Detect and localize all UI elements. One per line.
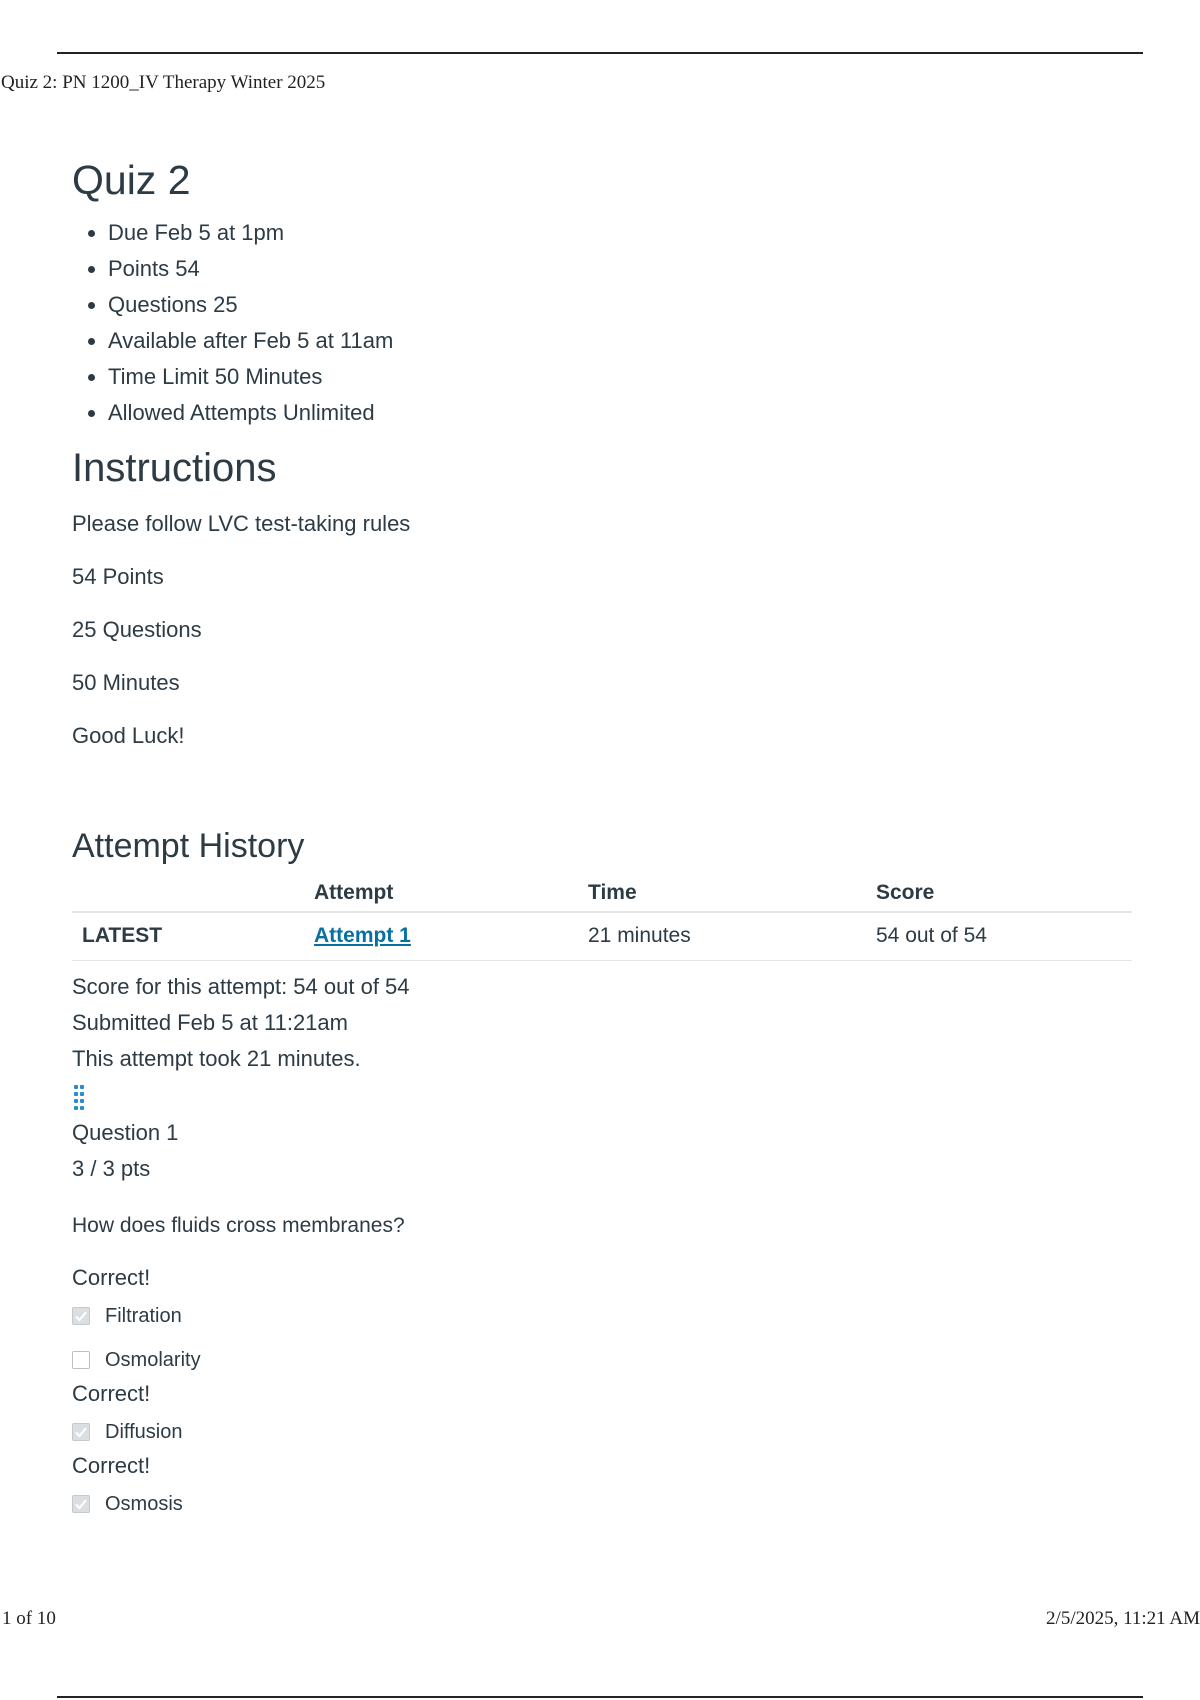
duration-line: This attempt took 21 minutes. (72, 1046, 361, 1072)
meta-questions: • Questions 25 (108, 287, 1132, 323)
header-tag (72, 877, 304, 912)
question-name: Question 1 (72, 1120, 179, 1146)
quiz-title: Quiz 2 (72, 157, 191, 203)
answer-option (72, 1301, 1132, 1331)
meta-available: • Available after Feb 5 at 11am (108, 323, 1132, 359)
drag-handle-icon[interactable] (74, 1085, 86, 1111)
attempt-cell (304, 912, 578, 961)
table-row (72, 912, 1132, 961)
attempt-history-table (72, 877, 1132, 961)
meta-allowed-attempts: • Allowed Attempts Unlimited (108, 395, 1132, 431)
meta-time-limit: • Time Limit 50 Minutes (108, 359, 1132, 395)
meta-due: • Due Feb 5 at 1pm (108, 215, 1132, 251)
print-bottom-rule (57, 1696, 1143, 1698)
instruction-paragraph: Good Luck! (72, 723, 185, 749)
correct-label: Correct! (72, 1265, 151, 1291)
instruction-paragraph: 50 Minutes (72, 670, 180, 696)
attempt-1-link[interactable]: Attempt 1 (314, 924, 411, 948)
score-line: Score for this attempt: 54 out of 54 (72, 974, 410, 1000)
question-text: How does fluids cross membranes? (72, 1214, 405, 1238)
answer-label: Filtration (105, 1304, 182, 1327)
instruction-paragraph: 54 Points (72, 564, 164, 590)
correct-label: Correct! (72, 1381, 151, 1407)
instructions-title: Instructions (72, 446, 277, 491)
correct-label: Correct! (72, 1453, 151, 1479)
print-header-title: Quiz 2: PN 1200_IV Therapy Winter 2025 (1, 72, 326, 93)
checkbox-unchecked-icon (72, 1351, 90, 1369)
checkbox-checked-icon (72, 1423, 90, 1441)
page-indicator: 1 of 10 (2, 1608, 56, 1629)
checkbox-checked-icon (72, 1307, 90, 1325)
answer-label: Osmosis (105, 1492, 183, 1515)
meta-points: • Points 54 (108, 251, 1132, 287)
attempt-summary (72, 969, 1132, 1077)
table-header-row (72, 877, 1132, 912)
time-cell: 21 minutes (578, 912, 866, 961)
score-cell: 54 out of 54 (866, 912, 1132, 961)
quiz-meta-list (72, 215, 1132, 431)
print-datetime: 2/5/2025, 11:21 AM (1046, 1608, 1200, 1629)
answer-option (72, 1417, 1132, 1447)
answer-option (72, 1489, 1132, 1519)
question-points: 3 / 3 pts (72, 1156, 151, 1182)
instruction-paragraph: Please follow LVC test-taking rules (72, 511, 411, 537)
header-time: Time (578, 877, 866, 912)
print-top-rule (57, 52, 1143, 54)
attempt-history-title: Attempt History (72, 827, 305, 866)
latest-tag: LATEST (72, 912, 304, 961)
answer-option (72, 1345, 1132, 1375)
quiz-content (72, 158, 1132, 1519)
instructions-body (72, 509, 1132, 774)
header-score: Score (866, 877, 1132, 912)
checkbox-checked-icon (72, 1495, 90, 1513)
answer-label: Osmolarity (105, 1348, 201, 1371)
instruction-paragraph: 25 Questions (72, 617, 202, 643)
header-attempt: Attempt (304, 877, 578, 912)
answer-label: Diffusion (105, 1420, 183, 1443)
submitted-line: Submitted Feb 5 at 11:21am (72, 1010, 348, 1036)
